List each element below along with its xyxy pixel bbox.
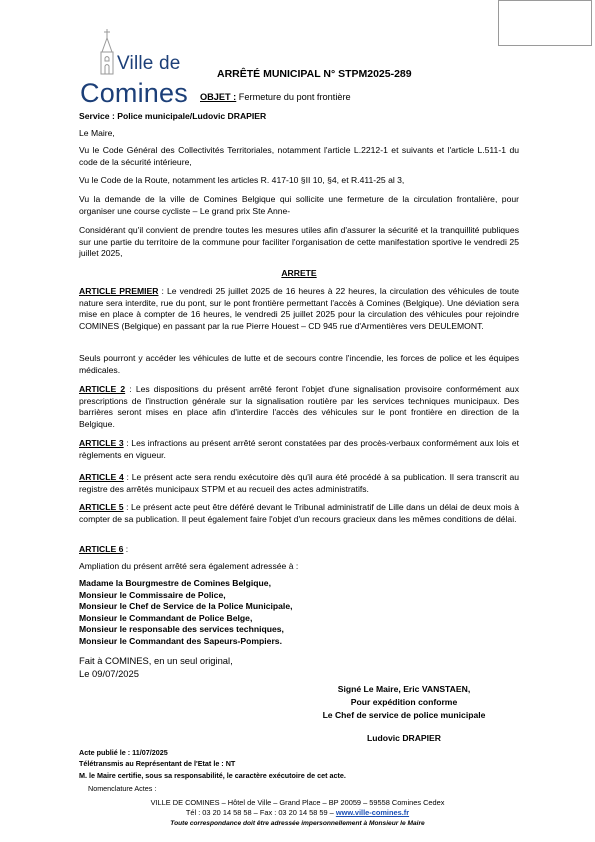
addressee-item: Monsieur le Chef de Service de la Police Municipale, (79, 601, 293, 612)
logo-ville-de: Ville de (117, 53, 181, 74)
addressee-item: Monsieur le Commissaire de Police, (79, 589, 226, 600)
article-2-label: ARTICLE 2 (79, 384, 126, 394)
article-4-label: ARTICLE 4 (79, 472, 124, 482)
article-5 (79, 502, 519, 525)
considerant (79, 225, 519, 260)
signature-chef-service: Le Chef de service de police municipale (322, 710, 486, 720)
article-4 (79, 472, 519, 495)
footer-website-link[interactable]: www.ville-comines.fr (335, 808, 410, 817)
article-4-text: : Le présent acte sera rendu exécutoire dès qu'il aura été procédé à sa publication. Il sera transcrit au registre des arrêtés municipaux STPM et au recueil des actes administratifs. (79, 472, 519, 494)
objet-line (200, 92, 351, 102)
fait-line: Fait à COMINES, en un seul original, (79, 655, 233, 666)
church-logo-icon (96, 28, 118, 76)
document-title: ARRÊTÉ MUNICIPAL N° STPM2025-289 (217, 68, 412, 80)
article-2-text: : Les dispositions du présent arrêté feront l'objet d'une signalisation provisoire conformément aux prescriptions de l'instruction générale sur la signalisation routière par les services techniques municipaux. Des barrières seront mises en place afin d'interdire l'accès des véhicules sur le pont frontière en direction de la Belgique. (79, 384, 520, 429)
logo-comines: Comines (80, 78, 188, 108)
article-premier-text: : Le vendredi 25 juillet 2025 de 16 heures à 22 heures, la circulation des véhicules de toute nature sera interdite, rue du pont, sur le pont frontière permettant l'accès à Comines (Belgique). Une déviation sera mise en place à compter de 16 heures, le vendredi 25 juillet 2025 pour la circulation des véhicules pour rejoindre COMINES (Belgique) en passant par la rue Pierre Houest – CD 945 rue d'Armentières vers DEULEMONT. (79, 286, 520, 331)
article-premier (79, 286, 519, 332)
vu-code-route: Vu le Code de la Route, notamment les articles R. 417-10 §II 10, §4, et R.411-25 al 3, (79, 175, 405, 185)
objet-text: Fermeture du pont frontière (236, 92, 351, 102)
addressee-item: Monsieur le Commandant des Sapeurs-Pompiers. (79, 635, 282, 646)
arrete-heading: ARRETE (281, 268, 317, 278)
article-3-label: ARTICLE 3 (79, 438, 124, 448)
article-2 (79, 384, 519, 430)
addressee-item: Madame la Bourgmestre de Comines Belgique, (79, 578, 271, 588)
executoire: M. le Maire certifie, sous sa responsabilité, le caractère exécutoire de cet acte. (79, 771, 346, 780)
ampliation: Ampliation du présent arrêté sera également adressée à : (79, 561, 299, 571)
article-5-label: ARTICLE 5 (79, 502, 124, 512)
vu-cgct: Vu le Code Général des Collectivités Territoriales, notamment l'article L.2212-1 et suivants et l'article L.511-1 du code de la sécurité intérieure, (79, 145, 519, 167)
nomenclature: Nomenclature Actes : (88, 784, 157, 793)
fait-date: Le 09/07/2025 (79, 667, 139, 679)
footer-contact (0, 808, 595, 818)
addressee-list (79, 578, 292, 648)
article-5-text: : Le présent acte peut être déféré devant le Tribunal administratif de Lille dans un délai de deux mois à compter de sa publication. Il peut également faire l'objet d'un recours gracieux dans les mêmes conditions de délai. (79, 502, 520, 524)
acte-publie: Acte publié le : 11/07/2025 (79, 748, 168, 757)
le-maire: Le Maire, (79, 128, 115, 138)
article-6-label: ARTICLE 6 (79, 544, 124, 554)
article-premier-label: ARTICLE PREMIER (79, 286, 159, 296)
footer-address: VILLE DE COMINES – Hôtel de Ville – Grand Place – BP 20059 – 59558 Comines Cedex (150, 798, 445, 807)
registration-stamp-box (498, 0, 592, 46)
article-6 (79, 544, 519, 556)
addressee-item: Monsieur le responsable des services techniques, (79, 624, 284, 635)
addressee-item: Monsieur le Commandant de Police Belge, (79, 612, 253, 623)
service-line: Service : Police municipale/Ludovic DRAPIER (79, 111, 267, 121)
article-6-text: : (123, 544, 129, 554)
seuls-pourront: Seuls pourront y accéder les véhicules de lutte et de secours contre l'incendie, les forces de police et les équipes médicales. (79, 353, 519, 375)
fait-a (79, 655, 233, 680)
footer-mail-note: Toute correspondance doit être adressée impersonnellement à Monsieur le Maire (170, 820, 425, 827)
article-3 (79, 438, 519, 461)
considerant-text: Considérant qu'il convient de prendre toutes les mesures utiles afin d'assurer la sécurité et la tranquillité publiques sur une partie du territoire de la commune pour faciliter l'organisation de cette manifestation sportive le vendredi 25 juillet 2025, (79, 225, 519, 259)
teletransmis: Télétransmis au Représentant de l'Etat le : NT (79, 759, 236, 768)
article-3-text: : Les infractions au présent arrêté seront constatées par des procès-verbaux conformément aux lois et règlements en vigueur. (79, 438, 519, 460)
footer-phone: Tél : 03 20 14 58 58 – Fax : 03 20 14 58 59 – (185, 808, 336, 817)
signature-pour-expedition: Pour expédition conforme (350, 697, 458, 707)
signature-mayor: Signé Le Maire, Eric VANSTAEN, (337, 684, 471, 694)
objet-label: OBJET : (200, 92, 237, 102)
signature-name: Ludovic DRAPIER (366, 733, 441, 743)
vu-demande: Vu la demande de la ville de Comines Belgique qui sollicite une fermeture de la circulation frontalière, pour organiser une course cycliste – Le grand prix Ste Anne- (79, 194, 519, 216)
